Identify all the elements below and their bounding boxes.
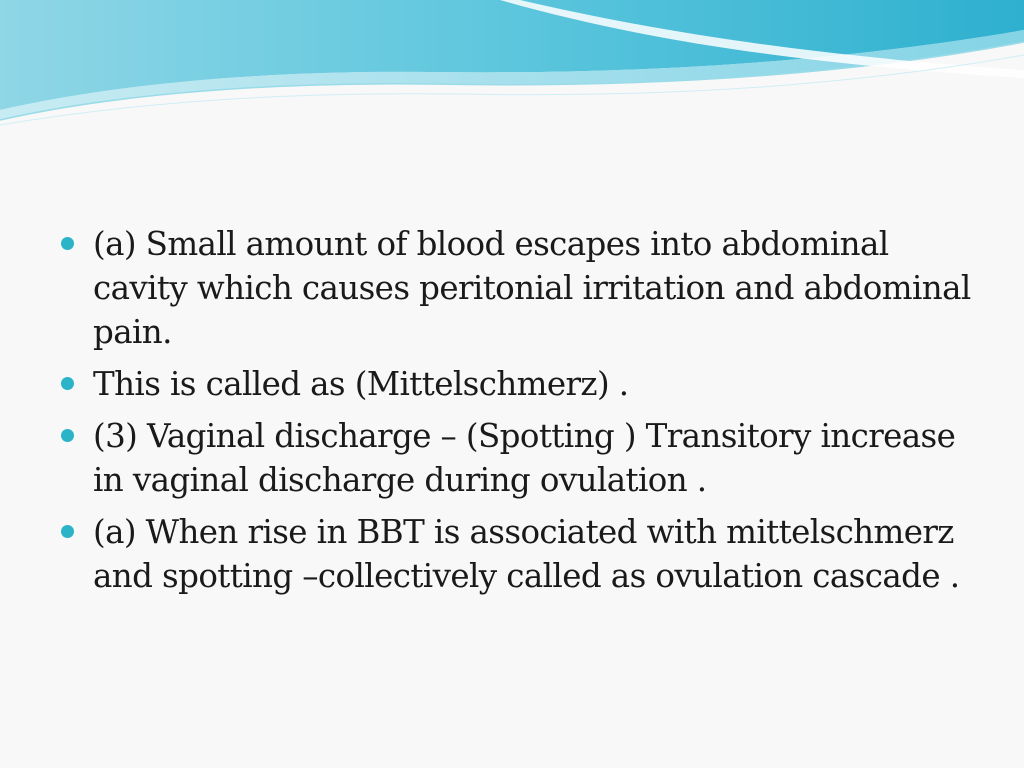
bullet-dot-icon xyxy=(61,377,74,390)
bullet-item xyxy=(60,414,980,502)
bullet-item xyxy=(60,510,980,598)
bullet-item xyxy=(60,362,980,406)
bullet-dot-icon xyxy=(61,429,74,442)
bullet-text: (a) Small amount of blood escapes into abdominal cavity which causes peritonial irritation and abdominal pain. xyxy=(93,225,971,351)
bullet-dot-icon xyxy=(61,237,74,250)
slide-content xyxy=(60,222,980,606)
bullet-list xyxy=(60,222,980,598)
bullet-item xyxy=(60,222,980,354)
header-wave-decoration xyxy=(0,0,1024,130)
bullet-text: (a) When rise in BBT is associated with mittelschmerz and spotting –collectively called as ovulation cascade . xyxy=(93,513,960,595)
bullet-text: This is called as (Mittelschmerz) . xyxy=(93,365,629,403)
bullet-dot-icon xyxy=(61,525,74,538)
bullet-text: (3) Vaginal discharge – (Spotting ) Transitory increase in vaginal discharge during ovulation . xyxy=(93,417,956,499)
